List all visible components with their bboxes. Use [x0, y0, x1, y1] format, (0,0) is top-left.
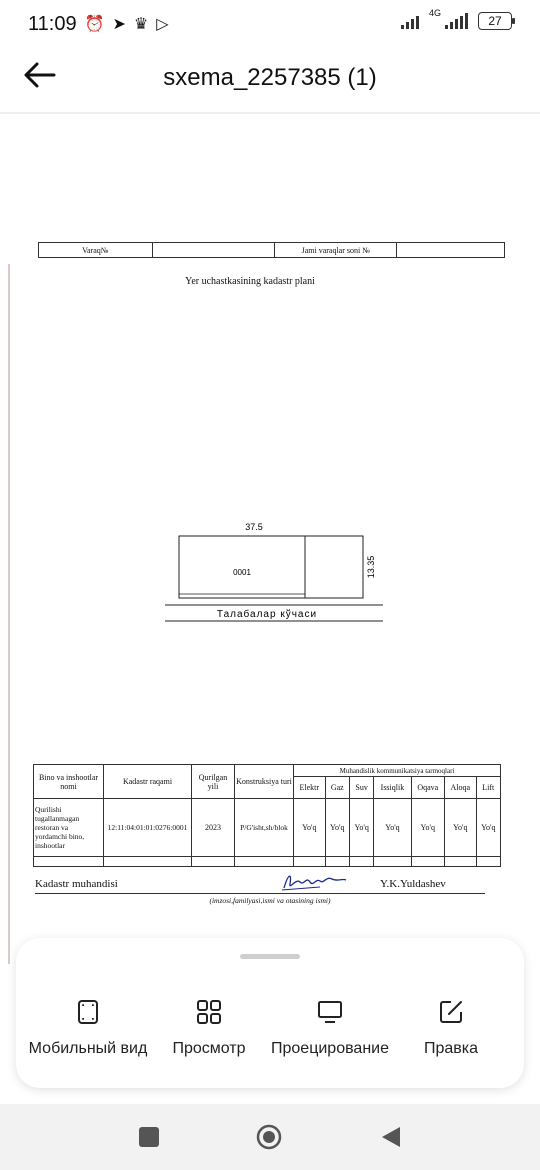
square-icon	[136, 1124, 162, 1150]
sheet-number-table	[38, 242, 505, 258]
battery-icon	[478, 12, 512, 30]
col-network-6: Lift	[476, 777, 500, 799]
triangle-back-icon	[378, 1124, 404, 1150]
preview-button[interactable]	[158, 998, 260, 1058]
row-name: Qurilishi tugallanmagan restoran va yordamchi bino, inshootlar	[34, 799, 104, 857]
crown-icon: ♛	[133, 16, 149, 33]
row-network-0: Yo'q	[294, 799, 326, 857]
row-year: 2023	[192, 799, 235, 857]
sheet-no-label: Varaq№	[39, 243, 153, 257]
sheet-no-value	[153, 243, 275, 257]
telegram-icon: ➤	[112, 16, 126, 33]
engineer-role: Kadastr muhandisi	[35, 878, 118, 890]
action-bottom-sheet	[16, 938, 524, 1088]
plan-width-label: 37.5	[245, 522, 263, 532]
col-network-1: Gaz	[325, 777, 349, 799]
edit-label: Правка	[423, 1040, 479, 1057]
col-construction-header: Konstruksiya turi	[235, 765, 294, 799]
home-button[interactable]	[256, 1124, 282, 1150]
signal-icon-2	[445, 13, 468, 29]
col-network-4: Oqava	[411, 777, 444, 799]
cadastral-plan	[150, 514, 390, 629]
col-name-header: Bino va inshootlar nomi	[34, 765, 104, 799]
row-network-1: Yo'q	[325, 799, 349, 857]
recents-button[interactable]	[136, 1124, 162, 1150]
edit-button[interactable]	[406, 998, 496, 1058]
col-networks-header: Muhandislik kommunikatsiya tarmoqlari	[294, 765, 501, 777]
row-network-6: Yo'q	[476, 799, 500, 857]
monitor-icon	[316, 998, 344, 1026]
battery-level: 27	[488, 14, 502, 28]
preview-label: Просмотр	[172, 1040, 246, 1057]
page-scan-edge	[8, 264, 10, 964]
parcel-outline	[179, 536, 363, 598]
table-row	[34, 799, 501, 857]
status-time: 11:09	[28, 12, 77, 35]
plan-height-label: 13.35	[366, 555, 376, 579]
col-network-5: Aloqa	[444, 777, 476, 799]
building-info-table	[33, 764, 501, 867]
sheet-drag-handle[interactable]	[240, 954, 300, 959]
signature-note: (imzosi,familyasi,ismi va otasining ismi)	[209, 896, 331, 905]
col-year-header: Qurilgan yili	[192, 765, 235, 799]
row-cadastre: 12:11:04:01:01:0276:0001	[104, 799, 192, 857]
app-header	[0, 48, 540, 110]
network-type: 4G	[428, 8, 441, 18]
document-page	[0, 114, 540, 994]
total-sheets-label: Jami varaqlar soni №	[275, 243, 397, 257]
table-row-empty	[34, 857, 501, 867]
row-network-2: Yo'q	[349, 799, 373, 857]
engineer-signature-line	[35, 876, 485, 894]
status-bar	[0, 0, 540, 48]
row-network-3: Yo'q	[374, 799, 411, 857]
row-construction: P/G'isht,sh/blok	[235, 799, 294, 857]
alarm-icon: ⏰	[84, 16, 105, 33]
col-network-2: Suv	[349, 777, 373, 799]
back-button[interactable]	[378, 1124, 404, 1150]
projection-label: Проецирование	[271, 1040, 389, 1057]
projection-button[interactable]	[268, 998, 392, 1058]
circle-icon	[256, 1124, 282, 1150]
signature-image	[280, 870, 350, 894]
engineer-name: Y.K.Yuldashev	[380, 878, 446, 890]
edit-icon	[437, 998, 465, 1026]
street-name: Талабалар кўчаси	[216, 609, 318, 620]
col-cadastre-header: Kadastr raqami	[104, 765, 192, 799]
col-network-3: Issiqlik	[374, 777, 411, 799]
mobile-view-icon	[74, 998, 102, 1026]
row-network-5: Yo'q	[444, 799, 476, 857]
mobile-view-button[interactable]	[28, 998, 148, 1058]
document-title: sxema_2257385 (1)	[163, 64, 377, 91]
play-icon: ▷	[156, 16, 169, 33]
total-sheets-value	[397, 243, 504, 257]
plan-title: Yer uchastkasining kadastr plani	[185, 276, 315, 287]
grid-view-icon	[195, 998, 223, 1026]
mobile-view-label: Мобильный вид	[28, 1040, 148, 1057]
parcel-id: 0001	[233, 568, 251, 577]
col-network-0: Elektr	[294, 777, 326, 799]
system-nav-bar	[0, 1104, 540, 1170]
row-network-4: Yo'q	[411, 799, 444, 857]
signal-icon	[401, 13, 419, 29]
